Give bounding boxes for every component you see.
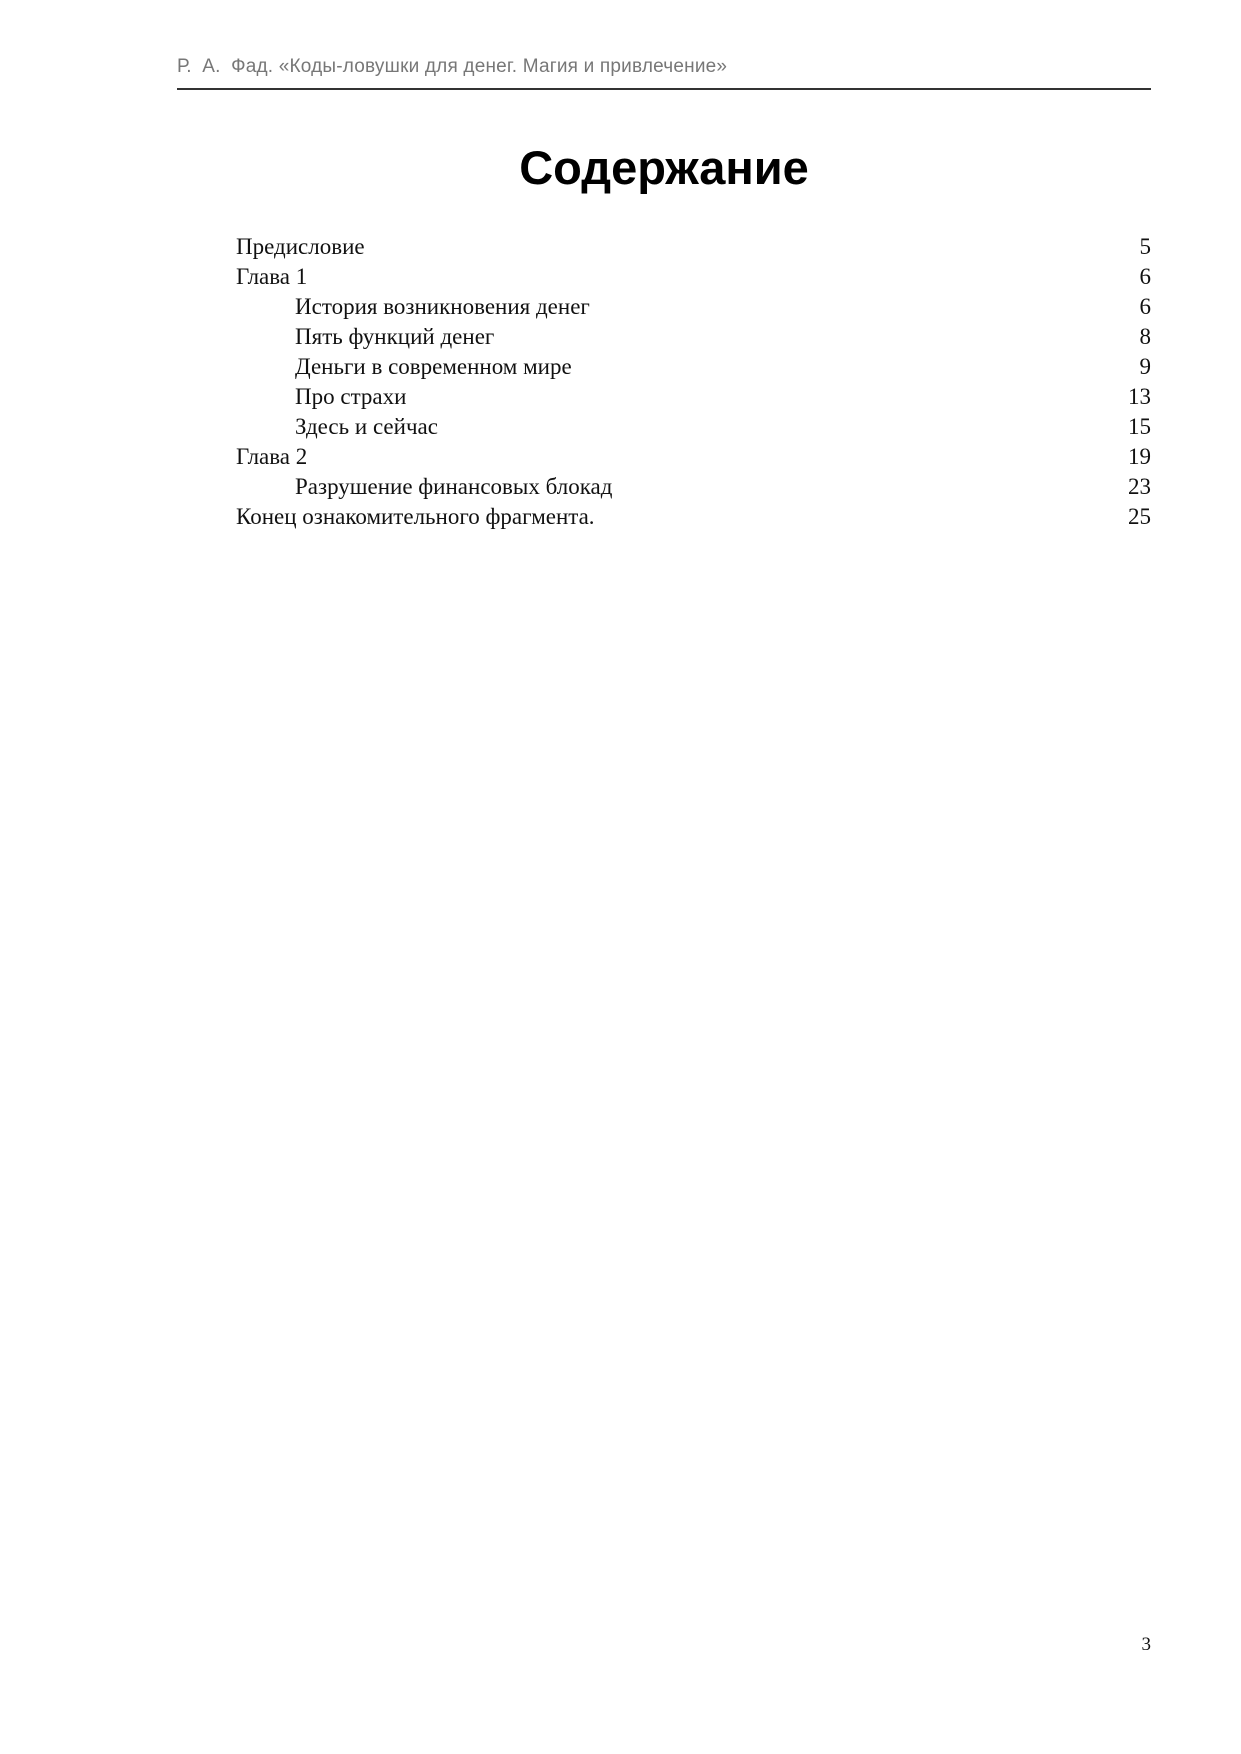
toc-item-page: 13 xyxy=(1128,384,1151,409)
toc-item-financial-blocks[interactable] xyxy=(236,472,1151,502)
toc-item-fears[interactable] xyxy=(236,382,1151,412)
toc-item-page: 9 xyxy=(1139,354,1151,379)
toc-item-label: Предисловие xyxy=(236,234,365,259)
toc-item-chapter-2[interactable] xyxy=(236,442,1151,472)
toc-item-page: 8 xyxy=(1139,324,1151,349)
header-author: Р. А. Фад. xyxy=(177,56,274,77)
toc-item-five-functions[interactable] xyxy=(236,322,1151,352)
toc-item-label: Про страхи xyxy=(295,384,407,409)
toc-item-page: 15 xyxy=(1128,414,1151,439)
toc-item-label: Пять функций денег xyxy=(295,324,495,349)
toc-item-page: 19 xyxy=(1128,444,1151,469)
toc-title: Содержание xyxy=(519,141,809,194)
toc-item-label: Деньги в современном мире xyxy=(295,354,572,379)
toc-item-money-history[interactable] xyxy=(236,292,1151,322)
toc-item-page: 23 xyxy=(1128,474,1151,499)
table-of-contents xyxy=(236,232,1151,532)
toc-item-label: Здесь и сейчас xyxy=(295,414,438,439)
toc-item-page: 5 xyxy=(1139,234,1151,259)
toc-item-modern-world[interactable] xyxy=(236,352,1151,382)
toc-item-end-of-fragment[interactable] xyxy=(236,502,1151,532)
header-book-title: «Коды-ловушки для денег. Магия и привлечение» xyxy=(278,56,728,77)
toc-item-chapter-1[interactable] xyxy=(236,262,1151,292)
header-divider xyxy=(177,88,1151,90)
running-header xyxy=(177,56,1151,78)
toc-item-label: Глава 1 xyxy=(236,264,308,289)
toc-item-page: 6 xyxy=(1139,264,1151,289)
toc-item-label: Конец ознакомительного фрагмента. xyxy=(236,504,595,529)
toc-item-page: 6 xyxy=(1139,294,1151,319)
toc-item-preface[interactable] xyxy=(236,232,1151,262)
toc-item-label: Разрушение финансовых блокад xyxy=(295,474,613,499)
toc-item-label: История возникновения денег xyxy=(295,294,590,319)
toc-item-here-and-now[interactable] xyxy=(236,412,1151,442)
toc-item-page: 25 xyxy=(1128,504,1151,529)
toc-item-label: Глава 2 xyxy=(236,444,308,469)
page-number: 3 xyxy=(1141,1634,1151,1655)
